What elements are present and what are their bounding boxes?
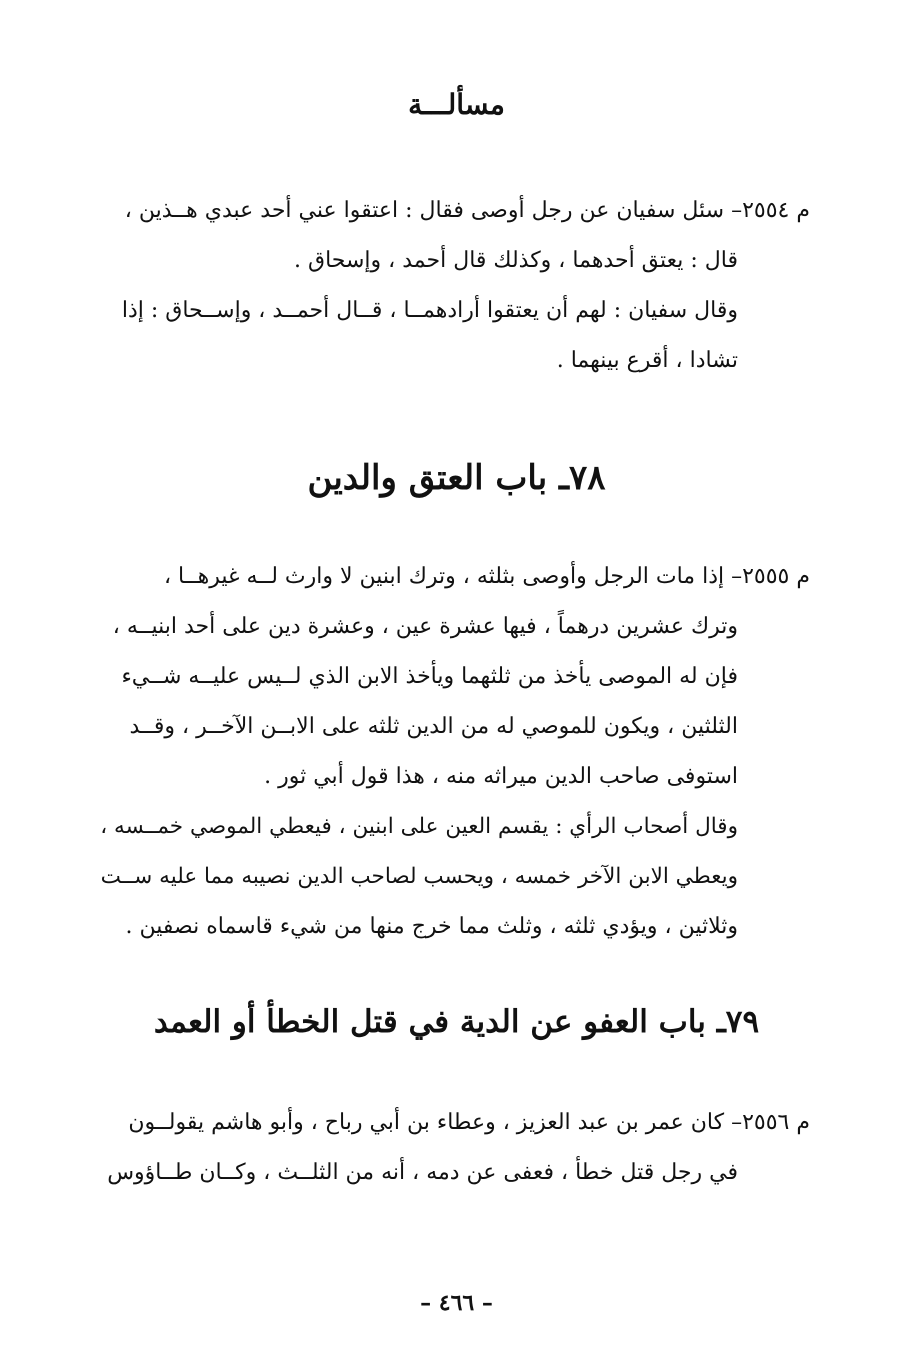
paragraph-line: وثلاثين ، ويؤدي ثلثه ، وثلث مما خرج منها من شيء قاسماه نصفين . bbox=[125, 914, 738, 939]
paragraph-line: في رجل قتل خطأ ، فعفى عن دمه ، أنه من الثلــث ، وكــان طــاؤوس bbox=[107, 1160, 738, 1185]
paragraph-line: م ٢٥٥٤– سئل سفيان عن رجل أوصى فقال : اعتقوا عني أحد عبدي هــذين ، bbox=[124, 198, 810, 223]
paragraph-line: م ٢٥٥٦– كان عمر بن عبد العزيز ، وعطاء بن أبي رباح ، وأبو هاشم يقولــون bbox=[128, 1110, 810, 1135]
paragraph-line: م ٢٥٥٥– إذا مات الرجل وأوصى بثلثه ، وترك ابنين لا وارث لــه غيرهــا ، bbox=[163, 564, 810, 589]
paragraph-line: وقال سفيان : لهم أن يعتقوا أرادهمــا ، قــال أحمــد ، وإســحاق : إذا bbox=[121, 298, 738, 323]
paragraph-line: وقال أصحاب الرأي : يقسم العين على ابنين ، فيعطي الموصي خمــسه ، bbox=[100, 814, 738, 839]
paragraph-line: ويعطي الابن الآخر خمسه ، ويحسب لصاحب الدين نصيبه مما عليه ســت bbox=[100, 864, 738, 889]
page-number: – ٤٦٦ – bbox=[420, 1290, 493, 1316]
section-title: مسألـــة bbox=[408, 88, 505, 121]
paragraph-line: تشادا ، أقرع بينهما . bbox=[556, 348, 738, 373]
paragraph-line: الثلثين ، ويكون للموصي له من الدين ثلثه على الابــن الآخــر ، وقــد bbox=[129, 714, 738, 739]
chapter-heading-78: ٧٨ـ باب العتق والدين bbox=[307, 458, 606, 498]
chapter-heading-79: ٧٩ـ باب العفو عن الدية في قتل الخطأ أو العمد bbox=[153, 1004, 760, 1040]
paragraph-line: استوفى صاحب الدين ميراثه منه ، هذا قول أبي ثور . bbox=[264, 764, 738, 789]
paragraph-line: فإن له الموصى يأخذ من ثلثهما ويأخذ الابن الذي لــيس عليــه شــيء bbox=[121, 664, 738, 689]
paragraph-line: وترك عشرين درهماً ، فيها عشرة عين ، وعشرة دين على أحد ابنيــه ، bbox=[112, 614, 738, 639]
paragraph-line: قال : يعتق أحدهما ، وكذلك قال أحمد ، وإسحاق . bbox=[294, 248, 738, 273]
